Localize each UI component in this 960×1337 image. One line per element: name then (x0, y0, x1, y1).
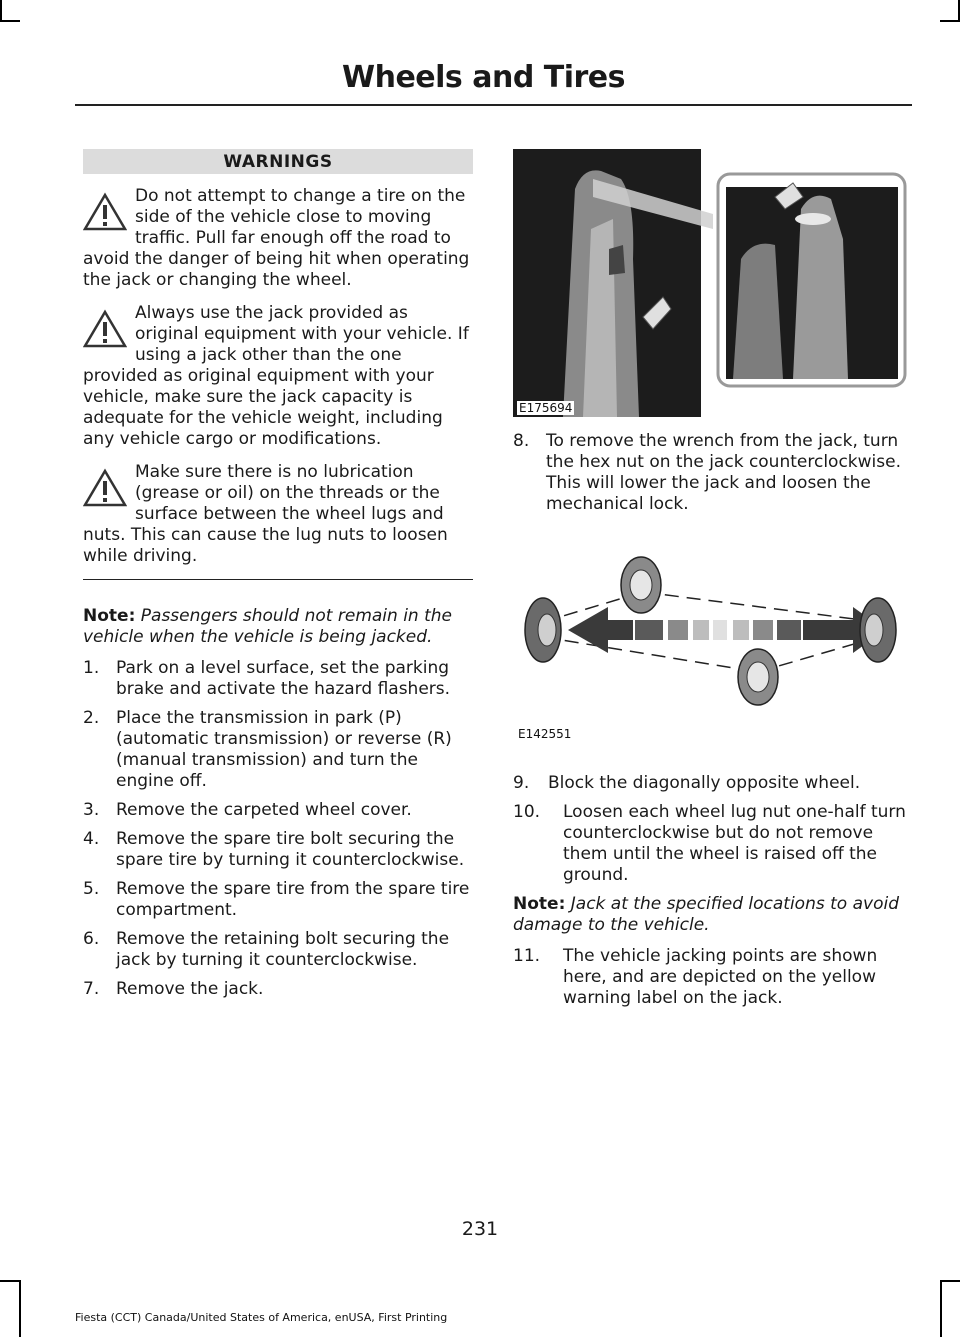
diagonal-wheel-illustration (513, 527, 908, 737)
crop-mark (940, 20, 960, 22)
step-11 (513, 946, 908, 1009)
steps-list-left (83, 658, 473, 1000)
list-item: 9. Block the diagonally opposite wheel. (513, 773, 861, 793)
crop-mark (940, 1280, 942, 1337)
crop-mark (0, 1280, 20, 1282)
warning-item: Do not attempt to change a tire on the side of the vehicle close to moving traffic. Pull far enough off the road to avoid the danger of being hit when operating the jack or changing the wheel. (83, 186, 470, 290)
list-item: 2. Place the transmission in park (P) (automatic transmission) or reverse (R) (manual transmission) and turn the engine off. (83, 708, 452, 791)
list-item: 7. Remove the jack. (83, 979, 264, 999)
list-item: 6. Remove the retaining bolt securing the jack by turning it counterclockwise. (83, 929, 450, 970)
crop-mark (0, 20, 20, 22)
list-item: 5. Remove the spare tire from the spare tire compartment. (83, 879, 470, 920)
wheel-diagram-figure (513, 527, 908, 757)
crop-mark (958, 0, 960, 20)
left-column (83, 149, 473, 1008)
list-item: 3. Remove the carpeted wheel cover. (83, 800, 412, 820)
warning-triangle-icon (83, 192, 127, 232)
list-item: 4. Remove the spare tire bolt securing the spare tire by turning it counterclockwise. (83, 829, 465, 870)
step-8 (513, 431, 908, 515)
note-passengers: Note: Passengers should not remain in the vehicle when the vehicle is being jacked. (83, 606, 452, 647)
page-title: Wheels and Tires (342, 60, 625, 95)
warning-triangle-icon (83, 309, 127, 349)
crop-mark (19, 1280, 21, 1337)
warning-item: Always use the jack provided as original equipment with your vehicle. If using a jack other than the one provided as original equipment with your vehicle, make sure the jack capacity is adequate for the vehicle weight, including any vehicle cargo or modifications. (83, 303, 469, 449)
header-rule (75, 104, 912, 106)
crop-mark (940, 1280, 960, 1282)
warning-item: Make sure there is no lubrication (grease or oil) on the threads or the surface between the wheel lugs and nuts. This can cause the lug nuts to loosen while driving. (83, 462, 448, 566)
warnings-divider (83, 579, 473, 580)
list-item: 11. The vehicle jacking points are shown here, and are depicted on the yellow warning label on the jack. (513, 946, 878, 1008)
figure-code: E142551 (518, 727, 572, 741)
list-item: 10. Loosen each wheel lug nut one-half turn counterclockwise but do not remove them until the wheel is raised off the ground. (513, 802, 906, 885)
figure-code: E175694 (519, 401, 573, 415)
page-footer: Fiesta (CCT) Canada/United States of America, enUSA, First Printing (75, 1311, 448, 1324)
right-column (513, 149, 908, 1017)
jack-figure (513, 149, 908, 417)
crop-mark (0, 0, 2, 20)
warnings-heading: WARNINGS (83, 149, 473, 174)
jack-illustration (513, 149, 908, 417)
steps-list-right (513, 773, 908, 886)
note-jack-locations: Note: Jack at the specified locations to avoid damage to the vehicle. (513, 894, 899, 935)
list-item: 8. To remove the wrench from the jack, turn the hex nut on the jack counterclockwise. This will lower the jack and loosen the mechanical lock. (513, 431, 901, 514)
list-item: 1. Park on a level surface, set the parking brake and activate the hazard flashers. (83, 658, 451, 699)
warning-triangle-icon (83, 468, 127, 508)
page-number: 231 (461, 1218, 499, 1240)
